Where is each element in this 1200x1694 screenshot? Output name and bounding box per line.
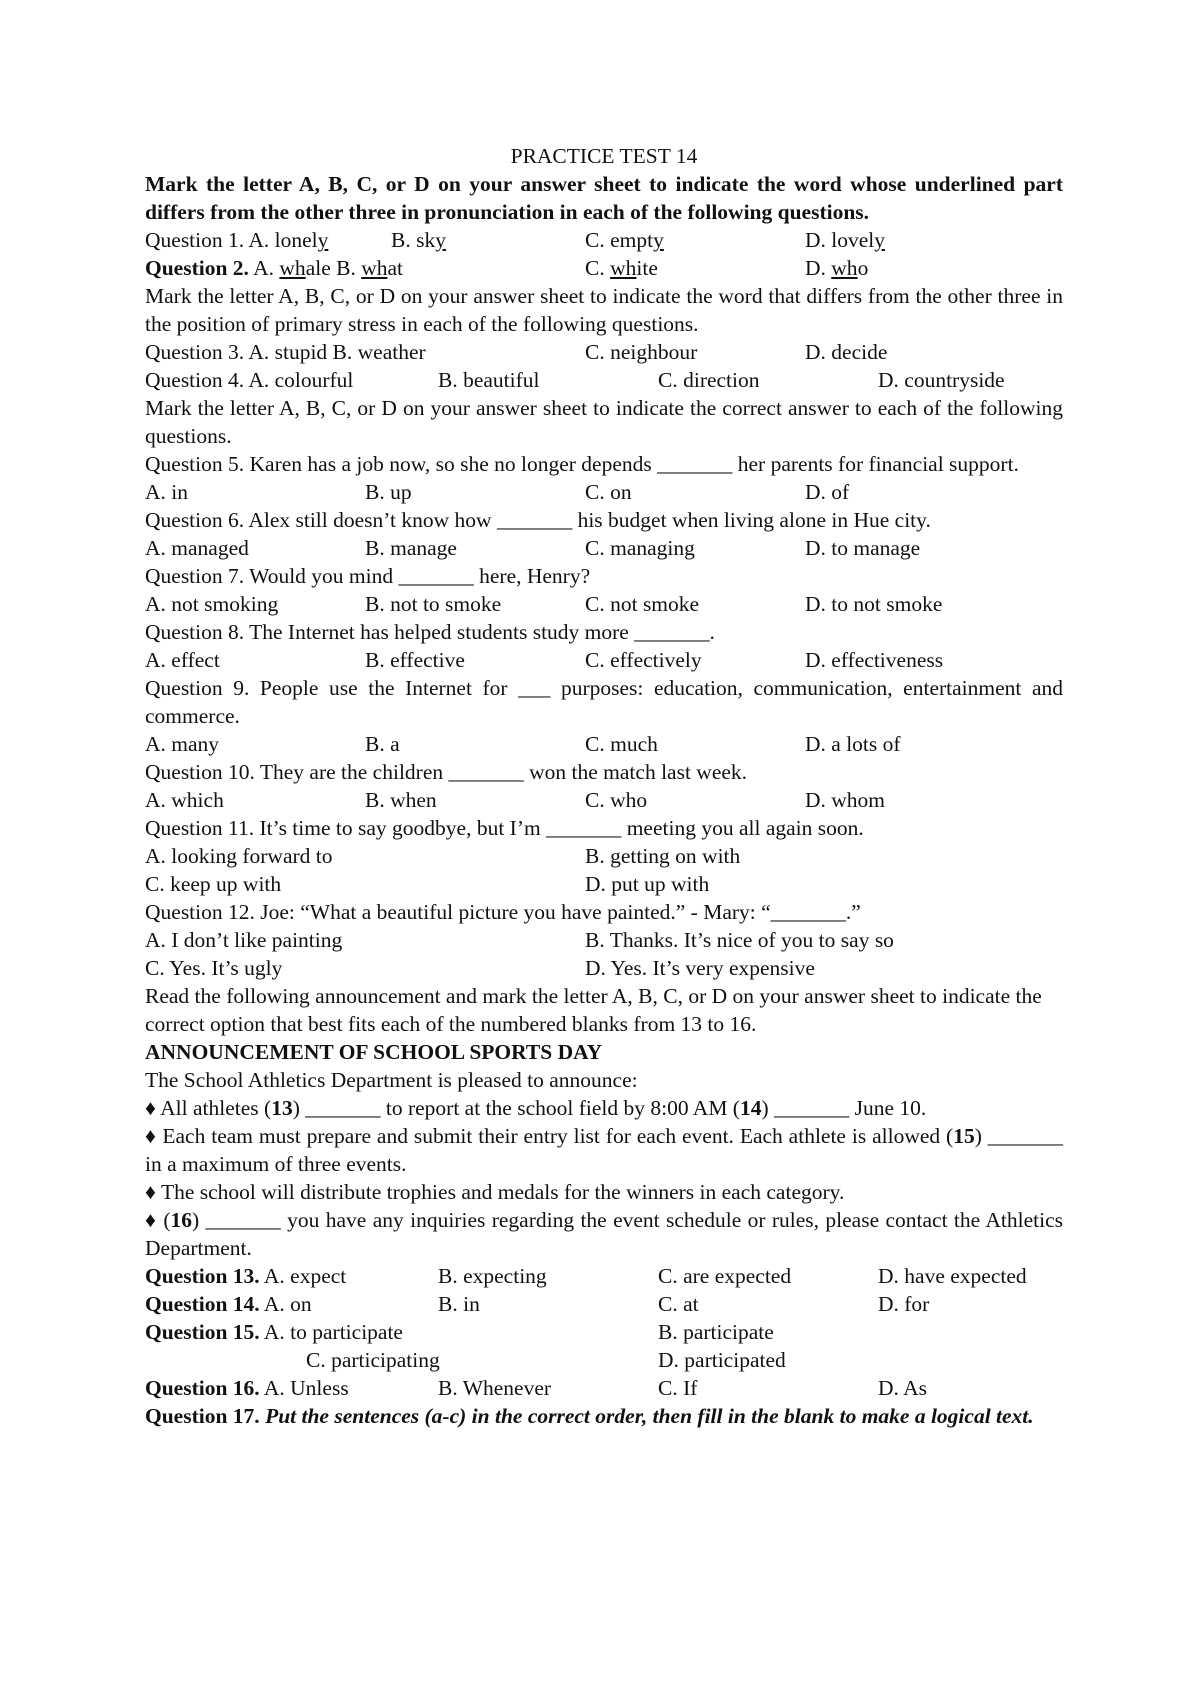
q3-option-c: C. neighbour xyxy=(585,340,698,364)
q4-option-d: D. countryside xyxy=(878,368,1005,392)
question-10-text: Question 10. They are the children _______ won the match last week. xyxy=(145,760,748,784)
announcement-bullet-4: ♦ (16) _______ you have any inquiries regarding the event schedule or rules, please contact the Athletics Department. xyxy=(145,1208,1063,1260)
q1-option-a: Question 1. A. lonely xyxy=(145,228,329,252)
question-9-options xyxy=(145,730,1063,758)
question-11-options-ab xyxy=(145,842,1063,870)
q12-option-a: A. I don’t like painting xyxy=(145,928,343,952)
question-10-options xyxy=(145,786,1063,814)
q14-option-c: C. at xyxy=(658,1292,699,1316)
q7-option-a: A. not smoking xyxy=(145,592,279,616)
q14-option-b: B. in xyxy=(438,1292,480,1316)
q4-option-c: C. direction xyxy=(658,368,760,392)
q8-option-d: D. effectiveness xyxy=(805,648,944,672)
q1-option-c: C. empty xyxy=(585,228,664,252)
q13-option-c: C. are expected xyxy=(658,1264,792,1288)
q15-option-c: C. participating xyxy=(306,1348,440,1372)
q5-option-a: A. in xyxy=(145,480,188,504)
q7-option-c: C. not smoke xyxy=(585,592,700,616)
question-12-options-cd xyxy=(145,954,1063,982)
question-14 xyxy=(145,1290,1063,1318)
question-16 xyxy=(145,1374,1063,1402)
q9-option-d: D. a lots of xyxy=(805,732,901,756)
q16-option-c: C. If xyxy=(658,1376,698,1400)
page-title: PRACTICE TEST 14 xyxy=(510,144,698,168)
question-11-options-cd xyxy=(145,870,1063,898)
q6-option-a: A. managed xyxy=(145,536,249,560)
question-15-cd xyxy=(145,1346,1063,1374)
question-8-text: Question 8. The Internet has helped students study more _______. xyxy=(145,620,715,644)
question-13 xyxy=(145,1262,1063,1290)
question-12-options-ab xyxy=(145,926,1063,954)
q15-option-d: D. participated xyxy=(658,1348,786,1372)
instruction-announcement: Read the following announcement and mark the letter A, B, C, or D on your answer sheet to indicate the correct option that best fits each of the numbered blanks from 13 to 16. xyxy=(145,984,1042,1036)
question-11-text: Question 11. It’s time to say goodbye, but I’m _______ meeting you all again soon. xyxy=(145,816,864,840)
question-5-text: Question 5. Karen has a job now, so she no longer depends _______ her parents for financial support. xyxy=(145,452,1019,476)
q10-option-d: D. whom xyxy=(805,788,886,812)
q11-option-a: A. looking forward to xyxy=(145,844,333,868)
q2-option-c: C. white xyxy=(585,256,658,280)
question-1 xyxy=(145,226,1063,254)
q11-option-c: C. keep up with xyxy=(145,872,282,896)
question-6-text: Question 6. Alex still doesn’t know how _______ his budget when living alone in Hue city. xyxy=(145,508,931,532)
q9-option-b: B. a xyxy=(365,732,400,756)
q5-option-c: C. on xyxy=(585,480,632,504)
instruction-correct-answer: Mark the letter A, B, C, or D on your answer sheet to indicate the correct answer to each of the following questions. xyxy=(145,396,1063,448)
question-6-options xyxy=(145,534,1063,562)
question-7-text: Question 7. Would you mind _______ here, Henry? xyxy=(145,564,591,588)
q8-option-c: C. effectively xyxy=(585,648,702,672)
announcement-bullet-1: ♦ All athletes (13) _______ to report at the school field by 8:00 AM (14) _______ June 10. xyxy=(145,1096,927,1120)
q1-option-b: B. sky xyxy=(391,228,446,252)
question-9-text: Question 9. People use the Internet for ___ purposes: education, communication, entertainment and commerce. xyxy=(145,676,1063,728)
q9-option-a: A. many xyxy=(145,732,220,756)
q12-option-b: B. Thanks. It’s nice of you to say so xyxy=(585,928,894,952)
q16-option-d: D. As xyxy=(878,1376,927,1400)
q15-option-b: B. participate xyxy=(658,1320,774,1344)
q3-option-d: D. decide xyxy=(805,340,888,364)
q6-option-d: D. to manage xyxy=(805,536,921,560)
q16-option-a: Question 16. A. Unless xyxy=(145,1376,349,1400)
q2-option-a: Question 2. A. whale B. what xyxy=(145,256,404,280)
q14-option-d: D. for xyxy=(878,1292,930,1316)
question-4 xyxy=(145,366,1063,394)
q1-option-d: D. lovely xyxy=(805,228,886,252)
q8-option-b: B. effective xyxy=(365,648,465,672)
q3-options-ab: Question 3. A. stupid B. weather xyxy=(145,340,426,364)
q10-option-b: B. when xyxy=(365,788,437,812)
q15-option-a: Question 15. A. to participate xyxy=(145,1320,403,1344)
q8-option-a: A. effect xyxy=(145,648,220,672)
announcement-heading: ANNOUNCEMENT OF SCHOOL SPORTS DAY xyxy=(145,1040,603,1064)
q14-option-a: Question 14. A. on xyxy=(145,1292,312,1316)
q9-option-c: C. much xyxy=(585,732,658,756)
q7-option-d: D. to not smoke xyxy=(805,592,943,616)
question-2 xyxy=(145,254,1063,282)
q11-option-b: B. getting on with xyxy=(585,844,741,868)
question-8-options xyxy=(145,646,1063,674)
test-page xyxy=(145,142,1063,1430)
q13-option-a: Question 13. A. expect xyxy=(145,1264,347,1288)
q6-option-c: C. managing xyxy=(585,536,695,560)
question-15-ab xyxy=(145,1318,1063,1346)
q13-option-d: D. have expected xyxy=(878,1264,1027,1288)
q13-option-b: B. expecting xyxy=(438,1264,547,1288)
q12-option-d: D. Yes. It’s very expensive xyxy=(585,956,815,980)
question-7-options xyxy=(145,590,1063,618)
question-5-options xyxy=(145,478,1063,506)
q10-option-a: A. which xyxy=(145,788,224,812)
announcement-bullet-3: ♦ The school will distribute trophies and medals for the winners in each category. xyxy=(145,1180,845,1204)
q6-option-b: B. manage xyxy=(365,536,457,560)
q4-option-a: Question 4. A. colourful xyxy=(145,368,354,392)
announcement-bullet-2: ♦ Each team must prepare and submit their entry list for each event. Each athlete is allowed (15) _______ in a maximum of three events. xyxy=(145,1124,1063,1176)
q5-option-b: B. up xyxy=(365,480,412,504)
q7-option-b: B. not to smoke xyxy=(365,592,502,616)
q4-option-b: B. beautiful xyxy=(438,368,540,392)
q10-option-c: C. who xyxy=(585,788,648,812)
q11-option-d: D. put up with xyxy=(585,872,710,896)
announcement-intro: The School Athletics Department is pleased to announce: xyxy=(145,1068,638,1092)
q5-option-d: D. of xyxy=(805,480,850,504)
instruction-pronunciation: Mark the letter A, B, C, or D on your answer sheet to indicate the word whose underlined part differs from the other three in pronunciation in each of the following questions. xyxy=(145,172,1063,224)
question-3 xyxy=(145,338,1063,366)
q12-option-c: C. Yes. It’s ugly xyxy=(145,956,283,980)
question-17: Question 17. Put the sentences (a-c) in the correct order, then fill in the blank to make a logical text. xyxy=(145,1404,1034,1428)
q16-option-b: B. Whenever xyxy=(438,1376,552,1400)
q2-option-d: D. who xyxy=(805,256,869,280)
question-12-text: Question 12. Joe: “What a beautiful picture you have painted.” - Mary: “_______.” xyxy=(145,900,861,924)
instruction-stress: Mark the letter A, B, C, or D on your answer sheet to indicate the word that differs from the other three in the position of primary stress in each of the following questions. xyxy=(145,284,1063,336)
